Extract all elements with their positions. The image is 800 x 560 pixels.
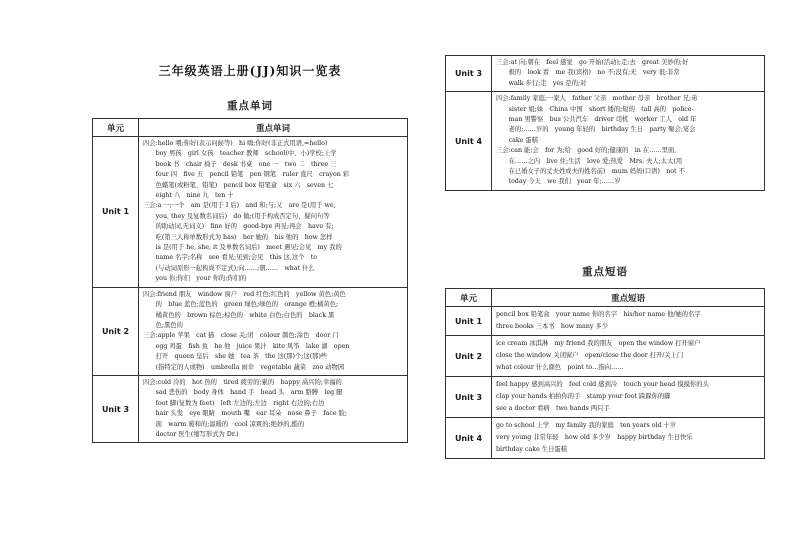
vocab-line: four 四 five 五 pencil 铅笔 pen 钢笔 ruler 直尺 crayon 彩 [143, 171, 350, 179]
vocab-line: 在已婚女子的丈夫姓或夫的姓名前) mum 妈妈(口语) not 不 [496, 168, 685, 176]
phrase-line: clap your hands 拍拍你的手 stamp your foot 跺跺你的脚 [496, 393, 671, 400]
vocab-line: hair 头发 eye 眼睛 mouth 嘴 ear 耳朵 nose 鼻子 face 脸; [143, 410, 348, 418]
vocab-unit-label: Unit 3 [93, 375, 139, 442]
vocab-unit-label: Unit 2 [93, 287, 139, 375]
vocab-cell [492, 56, 765, 92]
phrases-section-title: 重点短语 [582, 266, 628, 278]
vocab-line: 色;黑色的 [143, 321, 183, 329]
phrase-line: pencil box 铅笔盒 your name 你的名字 his/her name 他/她的名字 [496, 311, 701, 318]
phrases-cell [492, 418, 765, 459]
vocab-line: 极的 look 看 me 我(宾格) no 不;没有;无 very 很;非常 [496, 69, 680, 77]
vocab-line: 面 warm 暖和的;温暖的 cool 凉爽的;绝妙的,酷的 [143, 420, 305, 428]
vocab-line: you, they 及复数名词后) do 做;(用于构成否定句、疑问句等 [143, 212, 330, 220]
phrase-line: feel happy 感到高兴的 feel cold 感到冷 touch your head 摸摸你的头 [496, 381, 709, 388]
phrases-unit-label: Unit 4 [446, 418, 492, 459]
vocab-line: foot 脚(复数为 feet) left 左边的;左边 right 右边的;右边 [143, 399, 325, 407]
vocab-unit-label: Unit 4 [446, 92, 492, 191]
vocab-line: 橘黄色的 brown 棕色;棕色的 white 白色;白色的 black 黑 [143, 311, 335, 319]
vocab-line: name 名字;名称 see 看见;见到;会见 this 这,这个 to [143, 254, 318, 262]
phrase-line: see a doctor 看病 two hands 两只手 [496, 405, 610, 412]
vocab-line: 四会:cold 冷的 hot 热的 tired 疲劳的;累的 happy 高兴的;幸福的 [143, 378, 342, 386]
vocab-row-unit2 [93, 287, 408, 375]
phrase-line: go to school 上学 my family 我的家庭 ten years old 十岁 [496, 422, 677, 429]
vocab-unit-label: Unit 1 [93, 137, 139, 288]
phrase-line: close the window 关闭窗户 open/close the door 打开/关上门 [496, 352, 684, 359]
vocab-cell [139, 375, 408, 442]
vocab-header-row [93, 119, 408, 137]
vocab-line: 的 blue 蓝色;蓝色的 green 绿色;绿色的 orange 橙;橘黄色; [143, 301, 339, 309]
phrases-header-unit: 单元 [446, 289, 492, 307]
vocab-table-continued [445, 55, 765, 191]
vocab-line: 四会:family 家庭;一家人 father 父亲 mother 母亲 brother 兄;弟 [496, 95, 698, 103]
vocab-line: 的助动词,无词义) fine 好的 good-bye 再见;再会 have 有; [143, 223, 334, 231]
page-title: 三年级英语上册(JJ)知识一览表 [158, 64, 342, 78]
vocab-section-title: 重点单词 [227, 100, 273, 112]
vocab-line: 三会:apple 苹果 cat 猫 close 关;闭 colour 颜色;涂色 door 门 [143, 332, 339, 340]
vocab-line: eight 八 nine 九 ten 十 [143, 192, 234, 200]
vocab-line: 三会:a 一;一个 am 是(用于 I 后) and 和;与;又 are 是(用于 we, [143, 202, 336, 210]
vocab-line: walk 步行;走 yes 是的;对 [496, 79, 587, 87]
vocab-cell [139, 287, 408, 375]
vocab-row-unit4 [446, 92, 765, 191]
vocab-line: boy 男孩 girl 女孩 teacher 教师 school(中、小)学校;上学 [143, 150, 337, 158]
vocab-line: 四会:hello 喂;你好(表示问候等) hi 嗨;你好(非正式用语,=hello) [143, 140, 328, 147]
phrases-row-unit3 [446, 377, 765, 418]
vocab-line: doctor 医生(缩写形式为 Dr.) [143, 430, 239, 438]
phrases-header-row [446, 289, 765, 307]
phrases-row-unit4 [446, 418, 765, 459]
vocab-line: 三会:at 向;朝在 feel 感觉 go 开始(活动);走;去 great 美妙的;好 [496, 59, 689, 66]
vocab-header-content: 重点单词 [139, 119, 408, 137]
vocab-row-unit3 [93, 375, 408, 442]
phrases-unit-label: Unit 2 [446, 336, 492, 377]
vocab-line: man 男警察 bus 公共汽车 driver 司机 worker 工人 old 年 [496, 116, 697, 124]
phrases-unit-label: Unit 1 [446, 307, 492, 336]
phrases-row-unit2 [446, 336, 765, 377]
phrase-line: three books 三本书 how many 多少 [496, 323, 609, 330]
phrases-header-content: 重点短语 [492, 289, 765, 307]
vocab-line: 老的;……岁的 young 年轻的 birthday 生日 party 聚会;宴会 [496, 126, 696, 134]
vocab-row-unit3-cont [446, 56, 765, 92]
phrase-line: ice cream 冰淇淋 my friend 我的朋友 open the window 打开窗户 [496, 340, 701, 347]
vocab-line: 四会:friend 朋友 window 窗户 red 红色;红色的 yellow 黄色;黄色 [143, 290, 346, 298]
vocab-line: 在……之内 live 住;生活 love 爱;热爱 Mrs. 夫人;太太(用 [496, 157, 683, 165]
phrases-cell [492, 307, 765, 336]
vocab-cell [492, 92, 765, 191]
vocab-line: 打开 queen 皇后 she 她 tea 茶 the 这(那)个;这(那)些 [143, 353, 328, 361]
vocab-line: is 是(用于 he, she, it 及单数名词后) meet 遇见;会见 my 我的 [143, 244, 342, 252]
vocab-line: 色蜡笔(或粉笔、铅笔) pencil box 铅笔盒 six 六 seven 七 [143, 181, 334, 189]
vocab-line: book 书 chair 椅子 desk 书桌 one 一 two 二 three 三 [143, 160, 337, 168]
vocab-line: 吃(第三人称单数形式为 has) her 她的 his 他的 how 怎样 [143, 233, 333, 241]
vocab-header-unit: 单元 [93, 119, 139, 137]
vocab-line: 三会:can 能;会 for 为;给 good 好的;健康的 in 在……里面, [496, 147, 677, 155]
vocab-table [92, 118, 408, 443]
vocab-line: sister 姐;妹 China 中国 short 矮的;短的 tall 高的 police- [496, 105, 694, 113]
phrases-table [445, 288, 765, 459]
vocab-line: cake 蛋糕 [496, 136, 539, 144]
vocab-row-unit1 [93, 137, 408, 288]
vocab-line: egg 鸡蛋 fish 鱼 he 他 juice 果汁 kite 风筝 lake 湖 open [143, 342, 350, 350]
phrases-cell [492, 336, 765, 377]
phrases-row-unit1 [446, 307, 765, 336]
vocab-line: sad 悲伤的 body 身体 hand 手 head 头 arm 胳膊 leg 腿 [143, 389, 343, 397]
vocab-line: (指特定的人或物) umbrella 雨伞 vegetable 蔬菜 zoo 动物园 [143, 363, 345, 371]
phrase-line: what colour 什么颜色 point to…指向…… [496, 364, 624, 371]
vocab-line: (与动词原形一起构成不定式);向……;朝…… what 什么 [143, 264, 315, 272]
phrase-line: very young 非常年轻 how old 多少岁 happy birthday 生日快乐 [496, 434, 693, 441]
phrases-cell [492, 377, 765, 418]
vocab-cell [139, 137, 408, 288]
vocab-line: you 你;你们 your 你的;你们的 [143, 275, 247, 283]
phrase-line: birthday cake 生日蛋糕 [496, 446, 567, 453]
vocab-line: today 今天 we 我们 year 年;……岁 [496, 178, 621, 186]
vocab-unit-label: Unit 3 [446, 56, 492, 92]
phrases-unit-label: Unit 3 [446, 377, 492, 418]
